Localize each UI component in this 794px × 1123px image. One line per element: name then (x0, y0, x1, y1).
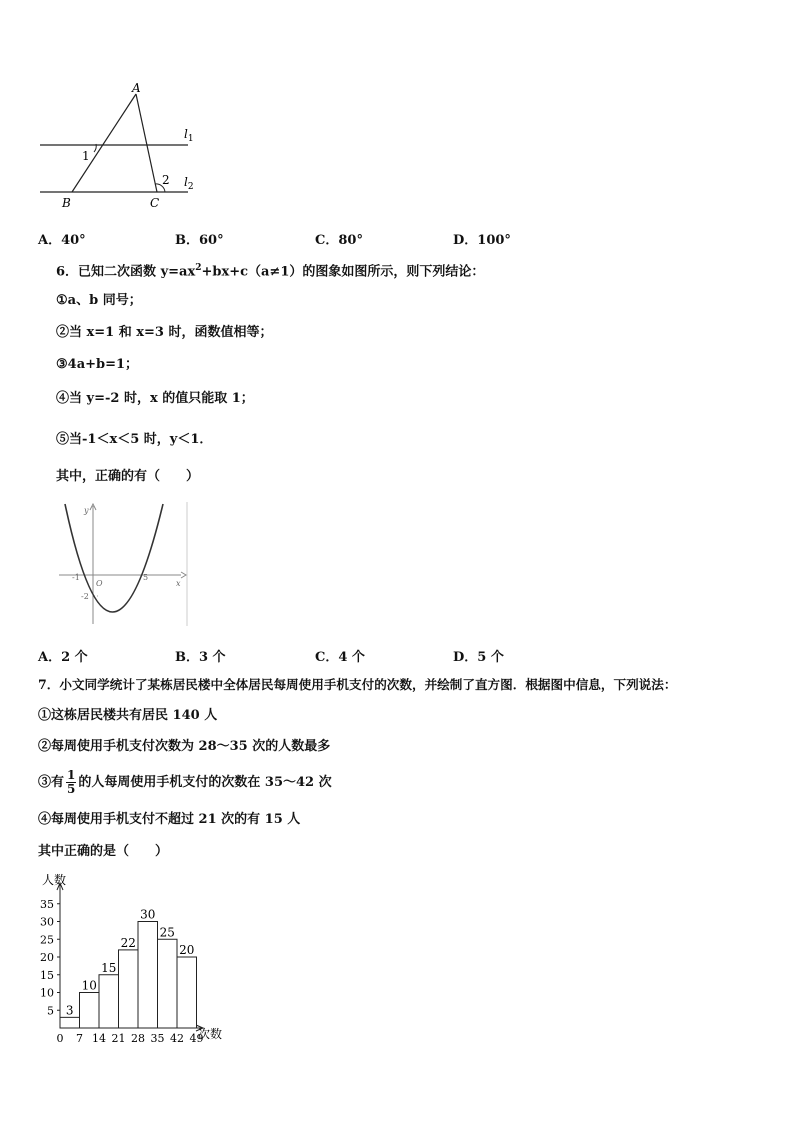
q6-option-c[interactable]: C．4 个 (315, 650, 365, 665)
q5-option-c[interactable]: C．80° (315, 233, 363, 248)
x-tick-label-6: 42 (170, 1032, 184, 1045)
q7-statement-4: ④每周使用手机支付不超过 21 次的有 15 人 (38, 812, 301, 827)
histogram-bar-3 (119, 950, 139, 1028)
q6-statement-5: ⑤当-1＜x＜5 时，y＜1． (56, 432, 213, 447)
y-tick-label-6: 35 (40, 897, 54, 911)
y-tick-label-2: 15 (40, 968, 54, 982)
line-l1-label: $l_1$ (184, 127, 194, 144)
histogram-ylabel: 人数 (42, 873, 67, 887)
segment-ac (136, 94, 157, 192)
q6-stem: 6．已知二次函数 $y=ax^2+bx+c(a\ne 1)$的图象如图所示，则下列结论： (56, 263, 485, 280)
x-tick-label-4: 28 (131, 1032, 145, 1045)
histogram-xlabel: 次数 (198, 1027, 223, 1041)
point-a-label: A (132, 81, 141, 95)
histogram-chart (30, 870, 240, 1050)
y-axis-label: y (84, 506, 89, 515)
y-tick-label-1: 10 (40, 986, 54, 1000)
q5-option-b[interactable]: B．60° (175, 233, 224, 248)
q6-option-a[interactable]: A．2 个 (38, 650, 88, 665)
histogram-bar-0 (60, 1017, 80, 1028)
q6-prompt: 其中，正确的有（ ） (56, 469, 200, 484)
bar-value-label-3: 22 (120, 935, 136, 950)
y-tick-label-3: 20 (40, 951, 54, 964)
q5-option-d[interactable]: D．100° (453, 233, 511, 248)
q6-statement-4: ④当 y=-2 时，x 的值只能取 1； (56, 391, 254, 406)
angle-2-label: 2 (162, 173, 170, 187)
y-tick-label-4: 25 (40, 933, 54, 947)
histogram-bar-5 (158, 939, 178, 1028)
x-tick-label-7: 49 (189, 1032, 204, 1045)
q6-statement-2: ②当 x=1 和 x=3 时，函数值相等； (56, 325, 273, 340)
q6-statement-1: ①a、b 同号； (56, 293, 142, 308)
histogram-bar-2 (99, 975, 119, 1028)
tick-neg1-label: -1 (72, 573, 80, 582)
q6-option-b[interactable]: B．3 个 (175, 650, 226, 665)
q7-prompt: 其中正确的是（ ） (38, 844, 169, 859)
point-b-label: B (62, 196, 71, 210)
x-tick-label-1: 7 (76, 1032, 83, 1045)
triangle-parallel-lines-figure (30, 80, 220, 215)
angle-1-label: 1 (82, 149, 90, 163)
bar-value-label-1: 10 (81, 978, 97, 993)
y-tick-label-0: 5 (47, 1004, 54, 1018)
histogram-bar-4 (138, 922, 158, 1029)
y-tick-label-5: 30 (40, 915, 54, 929)
q7-statement-1: ①这栋居民楼共有居民 140 人 (38, 708, 218, 723)
q7-statement-3: ③有 $\frac{1}{5}$ 的人每周使用手机支付的次数在 35～42 次 (38, 768, 332, 796)
q7-stem: 7．小文同学统计了某栋居民楼中全体居民每周使用手机支付的次数，并绘制了直方图．根据图中信息，下列说法： (38, 677, 677, 692)
bar-value-label-4: 30 (140, 907, 156, 922)
bar-value-label-6: 20 (179, 943, 195, 957)
x-tick-label-3: 21 (111, 1032, 126, 1045)
x-tick-label-0: 0 (56, 1032, 64, 1045)
q6-statement-3: ③4a+b=1； (56, 357, 139, 372)
origin-label: O (96, 579, 103, 588)
parabola-curve (65, 504, 163, 612)
q7-statement-2: ②每周使用手机支付次数为 28～35 次的人数最多 (38, 739, 331, 754)
bar-value-label-2: 15 (101, 960, 117, 975)
histogram-bar-1 (80, 993, 100, 1029)
tick-5-label: 5 (143, 573, 149, 582)
x-tick-label-5: 35 (150, 1032, 165, 1045)
x-axis-label: x (176, 579, 181, 588)
parabola-graph (55, 500, 190, 628)
histogram-bar-6 (177, 957, 197, 1028)
point-c-label: C (150, 196, 160, 210)
x-tick-label-2: 14 (92, 1032, 106, 1045)
q6-option-d[interactable]: D．5 个 (453, 650, 504, 665)
fraction-one-fifth: $\frac{1}{5}$ (67, 768, 76, 796)
line-l2-label: $l_2$ (184, 175, 194, 192)
segment-ab (72, 94, 136, 192)
bar-value-label-5: 25 (159, 925, 175, 940)
bar-value-label-0: 3 (65, 1003, 74, 1018)
tick-neg2-label: -2 (81, 592, 89, 601)
x-axis-arrow (181, 572, 186, 578)
q5-option-a[interactable]: A．40° (38, 233, 86, 248)
